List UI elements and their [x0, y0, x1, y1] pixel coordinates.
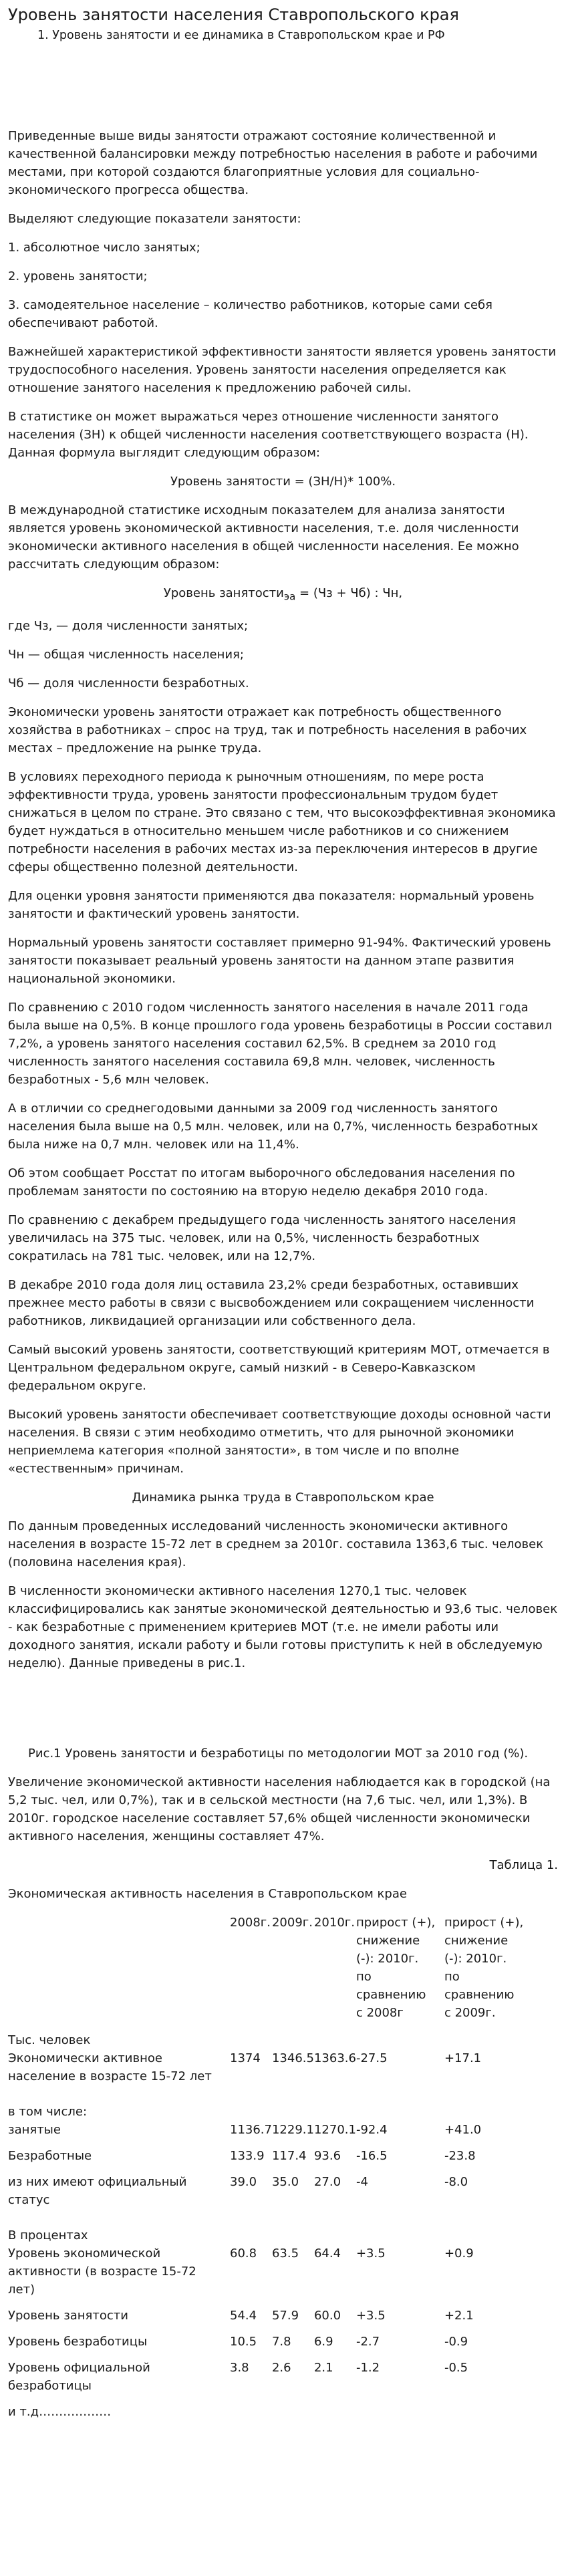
table-cell: 1270.1	[313, 2122, 356, 2137]
list-item: 3. самодеятельное население – количество работников, которые сами себя обеспечивают работой.	[8, 298, 492, 330]
list-item: 1. абсолютное число занятых;	[8, 241, 200, 255]
table-cell: 39.0	[230, 2174, 257, 2189]
table-cell: 117.4	[271, 2148, 307, 2163]
paragraph: В статистике он может выражаться через отношение численности занятого населения (ЗН) к общей численности населения соответствующего возраста (Н). Данная формула выглядит следующим образом:	[8, 410, 529, 460]
economic-activity-table	[8, 1914, 533, 2403]
table-cell: 1374	[230, 2051, 261, 2065]
table-cell: 133.9	[230, 2148, 265, 2163]
paragraph: В декабре 2010 года доля лиц оставила 23,2% среди безработных, оставивших прежнее место работы в связи с высвобождением или сокращением численности работников, ликвидацией организации или собственного дела.	[8, 1277, 535, 1328]
formula-main: Уровень занятости	[163, 586, 284, 600]
table-group-label: В процентах	[8, 2228, 88, 2242]
table-cell: -1.2	[356, 2360, 380, 2375]
paragraph: Выделяют следующие показатели занятости:	[8, 212, 301, 226]
table-cell: 1346.5	[271, 2051, 314, 2065]
definition: Чб — доля численности безработных.	[8, 676, 249, 690]
table-cell: 27.0	[313, 2174, 341, 2189]
table-row	[8, 2147, 533, 2173]
table-cell: 3.8	[230, 2360, 249, 2375]
table-cell: -4	[356, 2174, 368, 2189]
table-header-cell: прирост (+), снижение (-): 2010г. по сравнению с 2008г	[356, 1915, 436, 2020]
paragraph: По сравнению с 2010 годом численность занятого населения в начале 2011 года была выше на 0,5%. В конце прошлого года уровень безработицы в России составил 7,2%, а уровень занятого населения составил 62,5%. В среднем за 2010 год численность занятого населения составила 69,8 млн. человек, численность безработных - 5,6 млн человек.	[8, 1000, 552, 1087]
list-item: 2. уровень занятости;	[8, 269, 148, 283]
table-cell: 54.4	[230, 2308, 257, 2323]
definition: Чн — общая численность населения;	[8, 647, 244, 662]
table-cell: 60.8	[230, 2246, 257, 2261]
table-cell: 2.1	[313, 2360, 333, 2375]
table-cell: +41.0	[444, 2122, 482, 2137]
page-title: Уровень занятости населения Ставропольского края	[8, 5, 459, 24]
formula-subscript: эа	[283, 590, 296, 603]
table-cell: -2.7	[356, 2334, 380, 2349]
table-cell: +0.9	[444, 2246, 474, 2261]
table-cell: -0.9	[444, 2334, 468, 2349]
paragraph: Приведенные выше виды занятости отражают состояние количественной и качественной балансировки между потребностью населения в работе и рабочими местами, при которой создаются благоприятные условия для социально-экономического прогресса общества.	[8, 129, 538, 197]
table-cell: 2.6	[271, 2360, 291, 2375]
table-cell: 1363.6	[313, 2051, 356, 2065]
table-header-empty	[8, 1914, 230, 2022]
table-cell-label: Уровень официальной безработицы	[8, 2360, 150, 2393]
formula: Уровень занятости = (ЗН/Н)* 100%.	[170, 475, 396, 489]
section-subtitle: 1. Уровень занятости и ее динамика в Ставропольском крае и РФ	[37, 29, 445, 42]
table-cell-label: из них имеют официальный статус	[8, 2174, 187, 2207]
table-cell-label: Безработные	[8, 2148, 92, 2163]
table-cell: -16.5	[356, 2148, 388, 2163]
table-cell-label: Уровень безработицы	[8, 2334, 148, 2349]
table-row	[8, 2173, 533, 2217]
table-cell: 57.9	[271, 2308, 299, 2323]
table-cell: 7.8	[271, 2334, 291, 2349]
table-header-row	[8, 1914, 533, 2022]
table-header-cell: 2010г.	[313, 1915, 355, 1930]
paragraph: Важнейшей характеристикой эффективности занятости является уровень занятости трудоспособного населения. Уровень занятости населения определяется как отношение занятого населения к предложению рабочей силы.	[8, 345, 557, 395]
section-heading: Динамика рынка труда в Ставропольском крае	[132, 1490, 434, 1505]
table-cell: -8.0	[444, 2174, 468, 2189]
table-cell-label: Уровень занятости	[8, 2308, 128, 2323]
table-header-cell: прирост (+), снижение (-): 2010г. по сравнению с 2009г.	[444, 1915, 524, 2020]
table-title: Экономическая активность населения в Ставропольском крае	[8, 1886, 407, 1901]
table-cell: 35.0	[271, 2174, 299, 2189]
table-cell: 6.9	[313, 2334, 333, 2349]
document-body	[8, 127, 558, 2432]
table-row	[8, 2307, 533, 2333]
paragraph: В международной статистике исходным показателем для анализа занятости является уровень экономической активности населения, т.е. доля численности экономически активного населения в общей численности населения. Ее можно рассчитать следующим образом:	[8, 503, 519, 571]
figure-placeholder	[8, 1683, 558, 1745]
figure-caption: Рис.1 Уровень занятости и безработицы по методологии МОТ за 2010 год (%).	[28, 1746, 529, 1761]
table-cell: +2.1	[444, 2308, 474, 2323]
paragraph: Самый высокий уровень занятости, соответствующий критериям МОТ, отмечается в Центральном федеральном округе, самый низкий - в Северо-Кавказском федеральном округе.	[8, 1342, 550, 1393]
table-cell: 1136.7	[230, 2122, 272, 2137]
table-cell: -92.4	[356, 2122, 388, 2137]
table-cell: 60.0	[313, 2308, 341, 2323]
table-row	[8, 2359, 533, 2403]
formula-rest: = (Чз + Чб) : Чн,	[295, 586, 403, 600]
table-row	[8, 2333, 533, 2359]
table-cell: -0.5	[444, 2360, 468, 2375]
table-row	[8, 2049, 533, 2093]
table-group-label: в том числе:	[8, 2104, 88, 2119]
table-cell: +17.1	[444, 2051, 482, 2065]
table-group-label: Тыс. человек	[8, 2033, 91, 2047]
table-group-row	[8, 2093, 533, 2121]
table-row	[8, 2244, 533, 2307]
table-row	[8, 2121, 533, 2147]
table-cell: -23.8	[444, 2148, 476, 2163]
table-cell-label: занятые	[8, 2122, 61, 2137]
paragraph: По сравнению с декабрем предыдущего года численность занятого населения увеличилась на 375 тыс. человек, или на 0,5%, численность безработных сократилась на 781 тыс. человек, или на 12,7%.	[8, 1212, 516, 1263]
table-cell: 64.4	[313, 2246, 341, 2261]
paragraph: В условиях переходного периода к рыночным отношениям, по мере роста эффективности труда, уровень занятости профессиональным трудом будет снижаться в целом по стране. Это связано с тем, что высокоэффективная экономика будет нуждаться в относительно меньшем числе работников и со снижением потребности населения в рабочих местах из-за переключения интересов в другие сферы общественно полезной деятельности.	[8, 769, 556, 874]
table-cell: 1229.1	[271, 2122, 314, 2137]
paragraph: В численности экономически активного населения 1270,1 тыс. человек классифицировались как занятые экономической деятельностью и 93,6 тыс. человек - как безработные с применением критериев МОТ (т.е. не имели работы или доходного занятия, искали работу и были готовы приступить к ней в обследуемую неделю). Данные приведены в рис.1.	[8, 1583, 558, 1670]
table-cell-label: Уровень экономической активности (в возрасте 15-72 лет)	[8, 2246, 196, 2297]
table-cell: 10.5	[230, 2334, 257, 2349]
table-cell: +3.5	[356, 2308, 386, 2323]
table-cell: 63.5	[271, 2246, 299, 2261]
table-group-row	[8, 2022, 533, 2049]
paragraph: Экономически уровень занятости отражает как потребность общественного хозяйства в работниках – спрос на труд, так и потребность населения в рабочих местах – предложение на рынке труда.	[8, 704, 527, 755]
paragraph: По данным проведенных исследований численность экономически активного населения в возрасте 15-72 лет в среднем за 2010г. составила 1363,6 тыс. человек (половина населения края).	[8, 1519, 544, 1569]
paragraph: Об этом сообщает Росстат по итогам выборочного обследования населения по проблемам занятости по состоянию на вторую неделю декабря 2010 года.	[8, 1166, 515, 1198]
table-cell: +3.5	[356, 2246, 386, 2261]
paragraph: А в отличии со среднегодовыми данными за 2009 год численность занятого населения была выше на 0,5 млн. человек, или на 0,7%, численность безработных была ниже на 0,7 млн. человек или на 11,4%.	[8, 1101, 539, 1152]
paragraph: Нормальный уровень занятости составляет примерно 91-94%. Фактический уровень занятости показывает реальный уровень занятости на данном этапе развития национальной экономики.	[8, 935, 551, 986]
paragraph: Увеличение экономической активности населения наблюдается как в городской (на 5,2 тыс. чел, или 0,7%), так и в сельской местности (на 7,6 тыс. чел, или 1,3%). В 2010г. городское население составляет 57,6% общей численности экономически активного населения, женщины составляет 47%.	[8, 1775, 551, 1843]
table-cell: 93.6	[313, 2148, 341, 2163]
table-cell: -27.5	[356, 2051, 388, 2065]
table-cell-label: Экономически активное население в возрасте 15-72 лет	[8, 2051, 212, 2083]
ending-text: и т.д………………	[8, 2404, 112, 2419]
definition: где Чз, — доля численности занятых;	[8, 618, 249, 633]
table-label: Таблица 1.	[489, 1857, 558, 1872]
paragraph: Для оценки уровня занятости применяются два показателя: нормальный уровень занятости и фактический уровень занятости.	[8, 888, 535, 921]
formula	[8, 584, 558, 606]
table-header-cell: 2009г.	[271, 1915, 313, 1930]
paragraph: Высокий уровень занятости обеспечивает соответствующие доходы основной части населения. В связи с этим необходимо отметить, что для рыночной экономики неприемлема категория «полной занятости», в том числе и по вполне «естественным» причинам.	[8, 1407, 551, 1476]
table-header-cell: 2008г.	[230, 1915, 271, 1930]
table-group-row	[8, 2217, 533, 2244]
